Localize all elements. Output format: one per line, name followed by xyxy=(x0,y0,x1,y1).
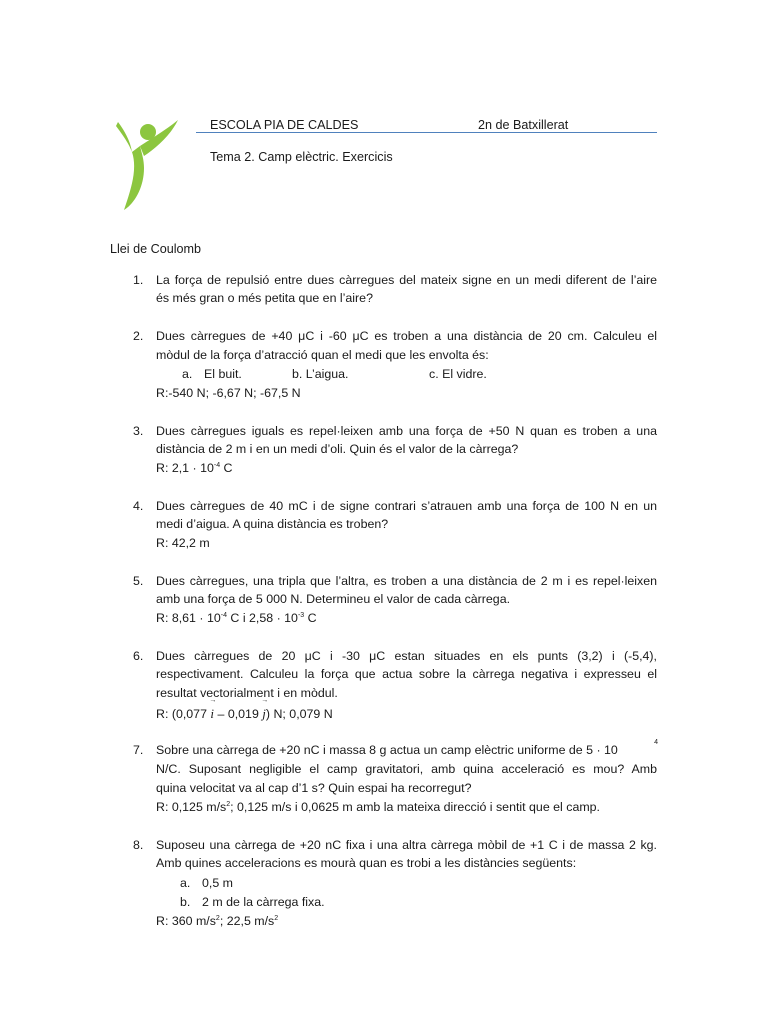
question-text-line: medi d’aigua. A quina distància es troben? xyxy=(156,517,389,531)
question-text-line: respectivament. Calculeu la força que actua sobre la càrrega negativa i expresseu el xyxy=(156,667,657,681)
question-text-line: amb una força de 5 000 N. Determineu el valor de cada càrrega. xyxy=(156,592,511,606)
option-text: b. L’aigua. xyxy=(292,367,349,381)
answer: R:-540 N; -6,67 N; -67,5 N xyxy=(156,386,301,400)
answer: R: $2,1 \cdot 10^{-4}$ C xyxy=(156,461,233,475)
question-text-line: La força de repulsió entre dues càrregues del mateix signe en un medi diferent de l’aire xyxy=(156,273,657,287)
question-number: 1. xyxy=(133,273,144,287)
question-number: 5. xyxy=(133,574,144,588)
option-label: b. xyxy=(180,895,191,909)
question-text-line: és més gran o més petita que en l’aire? xyxy=(156,291,373,305)
option-text: El buit. xyxy=(204,367,242,381)
option-text: 2 m de la càrrega fixa. xyxy=(202,895,325,909)
answer: R: $8,61 \cdot 10^{-4}$ C i $2,58 \cdot 10^{-3}$ C xyxy=(156,611,317,625)
question-text-line: quina velocitat va al cap d’1 s? Quin espai ha recorregut? xyxy=(156,781,472,795)
option-label: a. xyxy=(180,876,191,890)
question-number: 4. xyxy=(133,499,144,513)
answer: R: 360 $m/s^2$; 22,5 $m/s^2$ xyxy=(156,914,279,928)
school-name: ESCOLA PIA DE CALDES xyxy=(210,118,359,132)
question-number: 6. xyxy=(133,649,144,663)
question-text-line: Dues càrregues de 40 mC i de signe contrari s’atrauen amb una força de 100 N en un xyxy=(156,499,657,513)
topic-title: Tema 2. Camp elèctric. Exercicis xyxy=(210,150,393,164)
question-number: 3. xyxy=(133,424,144,438)
question-number: 7. xyxy=(133,743,144,757)
question-text-line: distància de 2 m i en un medi d’oli. Quin és el valor de la càrrega? xyxy=(156,442,519,456)
section-title: Llei de Coulomb xyxy=(110,242,202,256)
question-text-line: Suposeu una càrrega de +20 nC fixa i una altra càrrega mòbil de +1 C i de massa 2 kg. xyxy=(156,838,657,852)
option-text: 0,5 m xyxy=(202,876,233,890)
question-number: 8. xyxy=(133,838,144,852)
option-text: c. El vidre. xyxy=(429,367,487,381)
question-text-line: resultat vectorialment i en mòdul. xyxy=(156,686,338,700)
question-text-line: Dues càrregues iguals es repel·leixen amb una força de +50 N quan es troben a una xyxy=(156,424,657,438)
question-number: 2. xyxy=(133,329,144,343)
question-text-line: mòdul de la força d’atracció quan el medi que les envolta és: xyxy=(156,348,489,362)
answer: R: 42,2 m xyxy=(156,536,210,550)
course-name: 2n de Batxillerat xyxy=(478,118,569,132)
question-text-line: Amb quines acceleracions es mourà quan es trobi a les distàncies següents: xyxy=(156,856,577,870)
question-text-line: Dues càrregues de +40 μC i -60 μC es troben a una distància de 20 cm. Calculeu el xyxy=(156,329,657,343)
question-text-line: Dues càrregues, una tripla que l’altra, es troben a una distància de 2 m i es repel·leixen xyxy=(156,574,657,588)
header-divider xyxy=(196,132,657,133)
answer: R: (0,077 → i – 0,019 → j) N; 0,079 N xyxy=(156,706,333,722)
option-label: a. xyxy=(182,367,193,381)
question-text-line: Dues càrregues de 20 μC i -30 μC estan situades en els punts (3,2) i (-5,4), xyxy=(156,649,657,663)
school-logo-icon xyxy=(110,112,182,214)
question-text-line: N/C. Suposant negligible el camp gravitatori, amb quina acceleració es mou? Amb xyxy=(156,762,657,776)
answer: R: 0,125 $m/s^2$; 0,125 m/s i 0,0625 m amb la mateixa direcció i sentit que el camp. xyxy=(156,800,600,814)
question-text-line: Sobre una càrrega de +20 nC i massa 8 g actua un camp elèctric uniforme de 5 · 10 4 xyxy=(156,739,658,757)
